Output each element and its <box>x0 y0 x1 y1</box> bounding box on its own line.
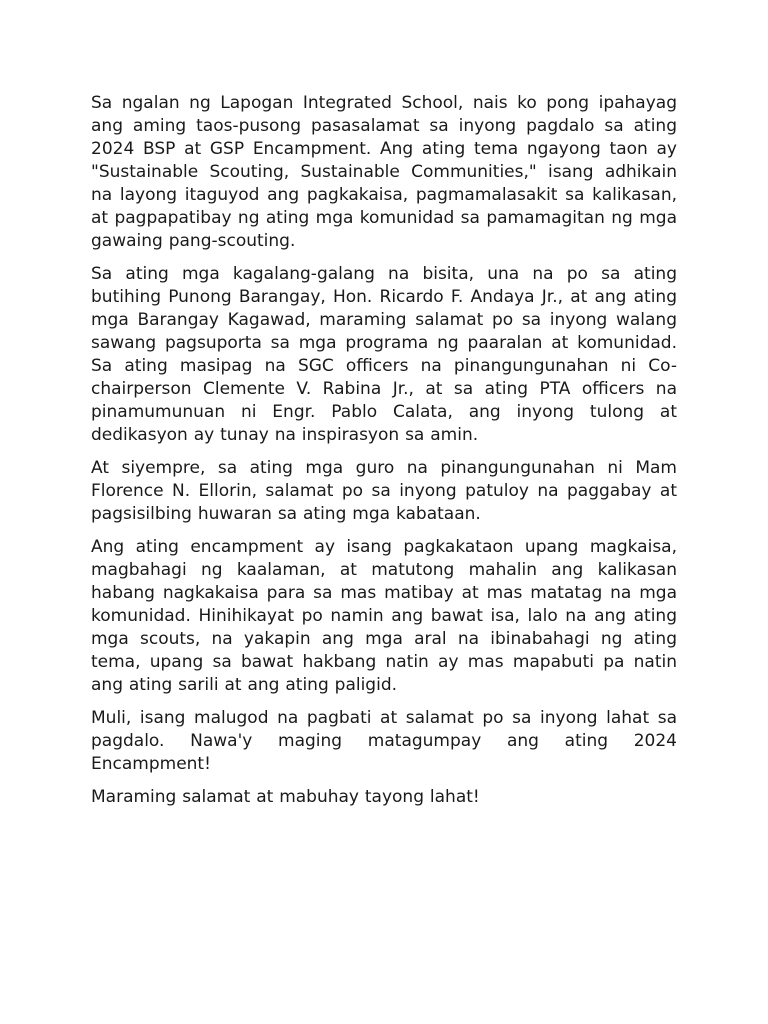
paragraph-guests: Sa ating mga kagalang-galang na bisita, una na po sa ating butihing Punong Barangay, Hon. Ricardo F. Andaya Jr., at ang ating mga Barangay Kagawad, maraming salamat po sa inyong walang sawang pagsuporta sa mga programa ng paaralan at komunidad. Sa ating masipag na SGC officers na pinangungunahan ni Co-chairperson Clemente V. Rabina Jr., at sa ating PTA officers na pinamumunuan ni Engr. Pablo Calata, ang inyong tulong at dedikasyon ay tunay na inspirasyon sa amin. <box>91 264 677 445</box>
paragraph-teachers: At siyempre, sa ating mga guro na pinangungunahan ni Mam Florence N. Ellorin, salamat po sa inyong patuloy na paggabay at pagsisilbing huwaran sa ating mga kabataan. <box>91 458 677 524</box>
document-body <box>91 92 677 819</box>
paragraph-greeting: Muli, isang malugod na pagbati at salamat po sa inyong lahat sa pagdalo. Nawa'y maging matagumpay ang ating 2024 Encampment! <box>91 708 677 774</box>
paragraph-closing: Maraming salamat at mabuhay tayong lahat! <box>91 787 480 807</box>
paragraph-encampment: Ang ating encampment ay isang pagkakataon upang magkaisa, magbahagi ng kaalaman, at matutong mahalin ang kalikasan habang nagkakaisa para sa mas matibay at mas matatag na mga komunidad. Hinihikayat po namin ang bawat isa, lalo na ang ating mga scouts, na yakapin ang mga aral na ibinabahagi ng ating tema, upang sa bawat hakbang natin ay mas mapabuti pa natin ang ating sarili at ang ating paligid. <box>91 537 677 695</box>
paragraph-intro: Sa ngalan ng Lapogan Integrated School, nais ko pong ipahayag ang aming taos-pusong pasasalamat sa inyong pagdalo sa ating 2024 BSP at GSP Encampment. Ang ating tema ngayong taon ay "Sustainable Scouting, Sustainable Communities," isang adhikain na layong itaguyod ang pagkakaisa, pagmamalasakit sa kalikasan, at pagpapatibay ng ating mga komunidad sa pamamagitan ng mga gawaing pang-scouting. <box>91 93 677 251</box>
